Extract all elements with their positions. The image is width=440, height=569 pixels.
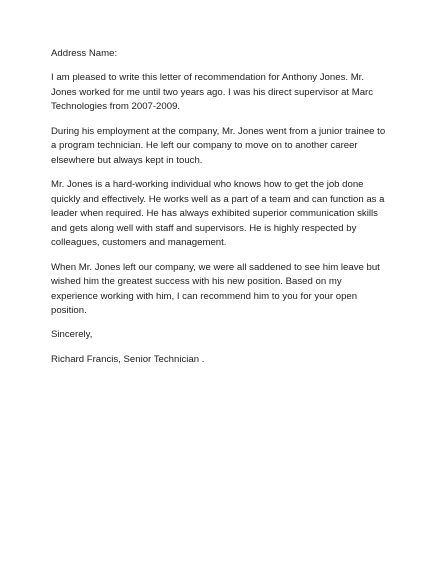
letter-paragraph-4: When Mr. Jones left our company, we were all saddened to see him leave but wished him the greatest success with his new position. Based on my experience working with him, I can recommend him to you for your open position.	[51, 261, 380, 317]
letter-signature: Richard Francis, Senior Technician .	[51, 353, 205, 365]
letter-paragraph-3: Mr. Jones is a hard-working individual who knows how to get the job done quickly and effectively. He works well as a part of a team and can function as a leader when required. He has always exhibited superior communication skills and gets along well with staff and supervisors. He is highly respected by colleagues, customers and management.	[51, 178, 385, 249]
letter-paragraph-2: During his employment at the company, Mr. Jones went from a junior trainee to a program technician. He left our company to move on to another career elsewhere but always kept in touch.	[51, 125, 386, 166]
letter-salutation: Address Name:	[51, 48, 118, 59]
recommendation-letter	[51, 47, 391, 377]
letter-closing: Sincerely,	[51, 329, 93, 341]
letter-paragraph-1: I am pleased to write this letter of recommendation for Anthony Jones. Mr. Jones worked for me until two years ago. I was his direct supervisor at Marc Technologies from 2007-2009.	[51, 72, 374, 113]
